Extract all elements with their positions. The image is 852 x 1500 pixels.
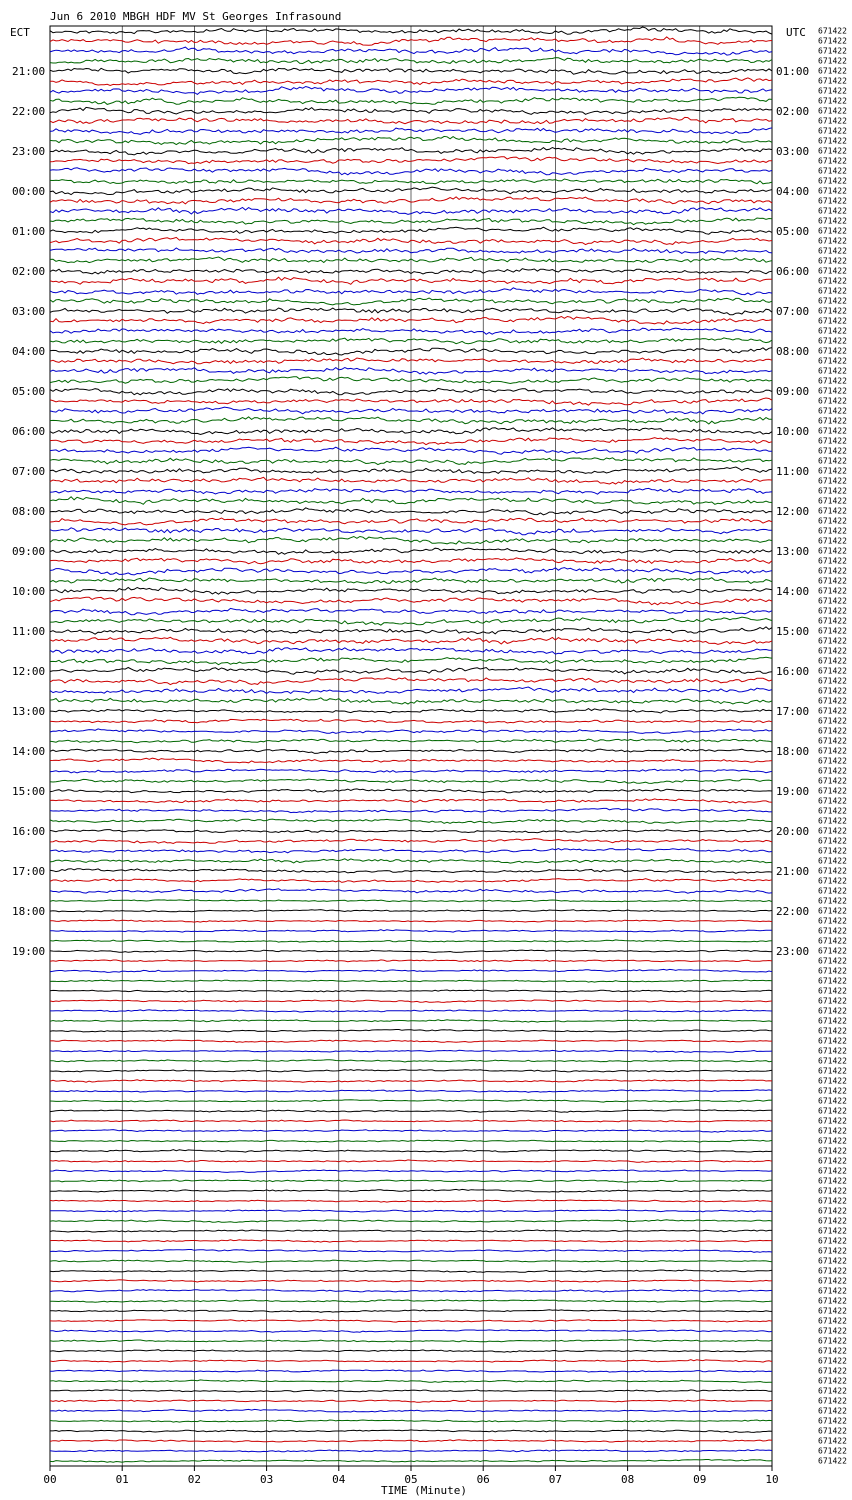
trace-id-label: 671422 <box>818 886 847 896</box>
trace-id-label: 671422 <box>818 1026 847 1036</box>
utc-hour-label: 06:00 <box>776 265 810 278</box>
trace-id-label: 671422 <box>818 336 847 346</box>
ect-hour-label: 13:00 <box>12 705 46 718</box>
trace-id-label: 671422 <box>818 946 847 956</box>
trace-id-label: 671422 <box>818 1396 847 1406</box>
trace-id-label: 671422 <box>818 666 847 676</box>
utc-hour-label: 19:00 <box>776 785 810 798</box>
ect-hour-label: 07:00 <box>12 465 46 478</box>
trace-id-label: 671422 <box>818 1436 847 1446</box>
trace-id-label: 671422 <box>818 1036 847 1046</box>
trace-id-label: 671422 <box>818 1246 847 1256</box>
ect-hour-label: 16:00 <box>12 825 46 838</box>
trace-id-label: 671422 <box>818 76 847 86</box>
trace-id-label: 671422 <box>818 1316 847 1326</box>
trace-id-label: 671422 <box>818 596 847 606</box>
trace-id-label: 671422 <box>818 966 847 976</box>
trace-id-label: 671422 <box>818 1296 847 1306</box>
utc-hour-label: 17:00 <box>776 705 810 718</box>
trace-id-label: 671422 <box>818 206 847 216</box>
trace-id-label: 671422 <box>818 646 847 656</box>
trace-id-label: 671422 <box>818 356 847 366</box>
trace-id-label: 671422 <box>818 256 847 266</box>
trace-id-label: 671422 <box>818 916 847 926</box>
trace-id-label: 671422 <box>818 516 847 526</box>
ect-hour-label: 15:00 <box>12 785 46 798</box>
trace-id-label: 671422 <box>818 436 847 446</box>
trace-id-label: 671422 <box>818 1126 847 1136</box>
trace-id-label: 671422 <box>818 616 847 626</box>
trace-id-label: 671422 <box>818 276 847 286</box>
trace-id-label: 671422 <box>818 676 847 686</box>
trace-id-label: 671422 <box>818 1096 847 1106</box>
trace-id-label: 671422 <box>818 1066 847 1076</box>
trace-id-label: 671422 <box>818 466 847 476</box>
trace-id-label: 671422 <box>818 876 847 886</box>
utc-hour-label: 04:00 <box>776 185 810 198</box>
trace-id-label: 671422 <box>818 1226 847 1236</box>
trace-id-label: 671422 <box>818 986 847 996</box>
trace-id-label: 671422 <box>818 1146 847 1156</box>
trace-id-label: 671422 <box>818 1116 847 1126</box>
trace-id-label: 671422 <box>818 606 847 616</box>
trace-id-label: 671422 <box>818 956 847 966</box>
trace-id-label: 671422 <box>818 196 847 206</box>
x-tick-label: 02 <box>187 1473 202 1486</box>
trace-id-label: 671422 <box>818 1336 847 1346</box>
utc-hour-label: 11:00 <box>776 465 810 478</box>
trace-id-label: 671422 <box>818 366 847 376</box>
trace-id-label: 671422 <box>818 786 847 796</box>
trace-id-label: 671422 <box>818 1346 847 1356</box>
x-tick-label: 00 <box>43 1473 57 1486</box>
x-tick-label: 04 <box>332 1473 346 1486</box>
ect-hour-label: 18:00 <box>12 905 46 918</box>
trace-id-label: 671422 <box>818 526 847 536</box>
utc-hour-label: 15:00 <box>776 625 810 638</box>
trace-id-label: 671422 <box>818 416 847 426</box>
trace-id-label: 671422 <box>818 766 847 776</box>
trace-id-label: 671422 <box>818 866 847 876</box>
trace-id-label: 671422 <box>818 1186 847 1196</box>
trace-id-label: 671422 <box>818 836 847 846</box>
trace-id-label: 671422 <box>818 636 847 646</box>
trace-id-label: 671422 <box>818 106 847 116</box>
trace-id-label: 671422 <box>818 476 847 486</box>
trace-id-label: 671422 <box>818 566 847 576</box>
x-axis-label: TIME (Minute) <box>380 1484 468 1497</box>
ect-hour-label: 22:00 <box>12 105 46 118</box>
trace-id-label: 671422 <box>818 506 847 516</box>
trace-id-label: 671422 <box>818 706 847 716</box>
trace-id-label: 671422 <box>818 996 847 1006</box>
ect-hour-label: 23:00 <box>12 145 46 158</box>
trace-id-label: 671422 <box>818 306 847 316</box>
trace-id-label: 671422 <box>818 906 847 916</box>
trace-id-label: 671422 <box>818 126 847 136</box>
x-tick-label: 06 <box>476 1473 490 1486</box>
trace-id-labels <box>818 27 847 1466</box>
trace-id-label: 671422 <box>818 1456 847 1466</box>
trace-id-label: 671422 <box>818 576 847 586</box>
trace-id-label: 671422 <box>818 856 847 866</box>
trace-id-label: 671422 <box>818 1276 847 1286</box>
utc-hour-label: 12:00 <box>776 505 810 518</box>
trace-id-label: 671422 <box>818 96 847 106</box>
utc-hour-label: 23:00 <box>776 945 810 958</box>
trace-id-label: 671422 <box>818 246 847 256</box>
trace-id-label: 671422 <box>818 186 847 196</box>
trace-id-label: 671422 <box>818 396 847 406</box>
trace-id-label: 671422 <box>818 116 847 126</box>
trace-id-label: 671422 <box>818 1136 847 1146</box>
trace-id-label: 671422 <box>818 656 847 666</box>
trace-id-label: 671422 <box>818 1306 847 1316</box>
trace-id-label: 671422 <box>818 136 847 146</box>
trace-id-label: 671422 <box>818 446 847 456</box>
trace-id-label: 671422 <box>818 316 847 326</box>
ect-hour-label: 05:00 <box>12 385 46 398</box>
trace-id-label: 671422 <box>818 846 847 856</box>
trace-id-label: 671422 <box>818 1166 847 1176</box>
trace-id-label: 671422 <box>818 546 847 556</box>
trace-id-label: 671422 <box>818 386 847 396</box>
ect-hour-label: 19:00 <box>12 945 46 958</box>
trace-id-label: 671422 <box>818 36 847 46</box>
ect-hour-label: 04:00 <box>12 345 46 358</box>
x-tick-label: 05 <box>404 1473 418 1486</box>
right-axis-label: UTC <box>786 26 806 39</box>
trace-id-label: 671422 <box>818 176 847 186</box>
ect-hour-label: 08:00 <box>12 505 46 518</box>
trace-id-label: 671422 <box>818 726 847 736</box>
utc-hour-label: 10:00 <box>776 425 810 438</box>
trace-id-label: 671422 <box>818 716 847 726</box>
trace-id-label: 671422 <box>818 756 847 766</box>
trace-id-label: 671422 <box>818 266 847 276</box>
ect-hour-label: 02:00 <box>12 265 46 278</box>
trace-id-label: 671422 <box>818 1106 847 1116</box>
trace-id-label: 671422 <box>818 156 847 166</box>
trace-id-label: 671422 <box>818 686 847 696</box>
trace-id-label: 671422 <box>818 1176 847 1186</box>
trace-id-label: 671422 <box>818 746 847 756</box>
trace-id-label: 671422 <box>818 296 847 306</box>
utc-hour-label: 14:00 <box>776 585 810 598</box>
x-tick-label: 10 <box>765 1473 779 1486</box>
trace-id-label: 671422 <box>818 496 847 506</box>
trace-id-label: 671422 <box>818 166 847 176</box>
chart-title: Jun 6 2010 MBGH HDF MV St Georges Infrasound <box>50 10 342 23</box>
trace-id-label: 671422 <box>818 626 847 636</box>
ect-hour-label: 03:00 <box>12 305 46 318</box>
trace-id-label: 671422 <box>818 456 847 466</box>
ect-hour-label: 06:00 <box>12 425 46 438</box>
left-axis-label: ECT <box>10 26 30 39</box>
ect-hour-label: 00:00 <box>12 185 46 198</box>
trace-id-label: 671422 <box>818 926 847 936</box>
trace-id-label: 671422 <box>818 806 847 816</box>
trace-id-label: 671422 <box>818 1446 847 1456</box>
trace-id-label: 671422 <box>818 346 847 356</box>
trace-id-label: 671422 <box>818 1426 847 1436</box>
ect-hour-label: 11:00 <box>12 625 46 638</box>
trace-id-label: 671422 <box>818 936 847 946</box>
x-tick-label: 07 <box>548 1473 563 1486</box>
trace-id-label: 671422 <box>818 1326 847 1336</box>
trace-id-label: 671422 <box>818 536 847 546</box>
trace-id-label: 671422 <box>818 216 847 226</box>
trace-id-label: 671422 <box>818 1196 847 1206</box>
trace-id-label: 671422 <box>818 1056 847 1066</box>
trace-id-label: 671422 <box>818 816 847 826</box>
trace-id-label: 671422 <box>818 1416 847 1426</box>
x-tick-label: 09 <box>693 1473 707 1486</box>
trace-id-label: 671422 <box>818 56 847 66</box>
ect-hour-label: 21:00 <box>12 65 46 78</box>
trace-id-label: 671422 <box>818 1376 847 1386</box>
trace-id-label: 671422 <box>818 586 847 596</box>
trace-id-label: 671422 <box>818 896 847 906</box>
trace-id-label: 671422 <box>818 1016 847 1026</box>
ect-hour-label: 09:00 <box>12 545 46 558</box>
ect-hour-label: 01:00 <box>12 225 46 238</box>
trace-id-label: 671422 <box>818 286 847 296</box>
trace-id-label: 671422 <box>818 1266 847 1276</box>
utc-hour-label: 22:00 <box>776 905 810 918</box>
trace-id-label: 671422 <box>818 1076 847 1086</box>
utc-hour-label: 13:00 <box>776 545 810 558</box>
utc-hour-label: 18:00 <box>776 745 810 758</box>
utc-hour-label: 16:00 <box>776 665 810 678</box>
ect-hour-label: 10:00 <box>12 585 46 598</box>
x-tick-label: 03 <box>259 1473 274 1486</box>
utc-hour-label: 09:00 <box>776 385 810 398</box>
trace-id-label: 671422 <box>818 1216 847 1226</box>
x-tick-label: 01 <box>115 1473 129 1486</box>
trace-id-label: 671422 <box>818 556 847 566</box>
trace-id-label: 671422 <box>818 1236 847 1246</box>
utc-hour-label: 05:00 <box>776 225 810 238</box>
trace-id-label: 671422 <box>818 1006 847 1016</box>
trace-id-label: 671422 <box>818 486 847 496</box>
trace-id-label: 671422 <box>818 26 847 36</box>
trace-id-label: 671422 <box>818 1366 847 1376</box>
trace-id-label: 671422 <box>818 1286 847 1296</box>
trace-id-label: 671422 <box>818 1086 847 1096</box>
trace-id-label: 671422 <box>818 696 847 706</box>
trace-id-label: 671422 <box>818 46 847 56</box>
ect-hour-label: 14:00 <box>12 745 46 758</box>
ect-hour-label: 12:00 <box>12 665 46 678</box>
trace-id-label: 671422 <box>818 406 847 416</box>
trace-id-label: 671422 <box>818 426 847 436</box>
trace-id-label: 671422 <box>818 976 847 986</box>
utc-hour-label: 07:00 <box>776 305 810 318</box>
trace-id-label: 671422 <box>818 736 847 746</box>
utc-hour-label: 08:00 <box>776 345 810 358</box>
trace-id-label: 671422 <box>818 1206 847 1216</box>
trace-id-label: 671422 <box>818 66 847 76</box>
trace-id-label: 671422 <box>818 826 847 836</box>
trace-id-label: 671422 <box>818 776 847 786</box>
trace-id-label: 671422 <box>818 1256 847 1266</box>
utc-hour-label: 02:00 <box>776 105 810 118</box>
trace-id-label: 671422 <box>818 236 847 246</box>
trace-id-label: 671422 <box>818 1046 847 1056</box>
trace-id-label: 671422 <box>818 86 847 96</box>
utc-hour-label: 01:00 <box>776 65 810 78</box>
trace-id-label: 671422 <box>818 1356 847 1366</box>
trace-id-label: 671422 <box>818 226 847 236</box>
ect-hour-label: 17:00 <box>12 865 46 878</box>
trace-id-label: 671422 <box>818 146 847 156</box>
trace-id-label: 671422 <box>818 796 847 806</box>
trace-id-label: 671422 <box>818 326 847 336</box>
utc-hour-label: 20:00 <box>776 825 810 838</box>
x-tick-label: 08 <box>620 1473 635 1486</box>
trace-id-label: 671422 <box>818 1386 847 1396</box>
utc-hour-label: 21:00 <box>776 865 810 878</box>
trace-id-label: 671422 <box>818 1406 847 1416</box>
trace-id-label: 671422 <box>818 1156 847 1166</box>
utc-hour-label: 03:00 <box>776 145 810 158</box>
trace-id-label: 671422 <box>818 376 847 386</box>
